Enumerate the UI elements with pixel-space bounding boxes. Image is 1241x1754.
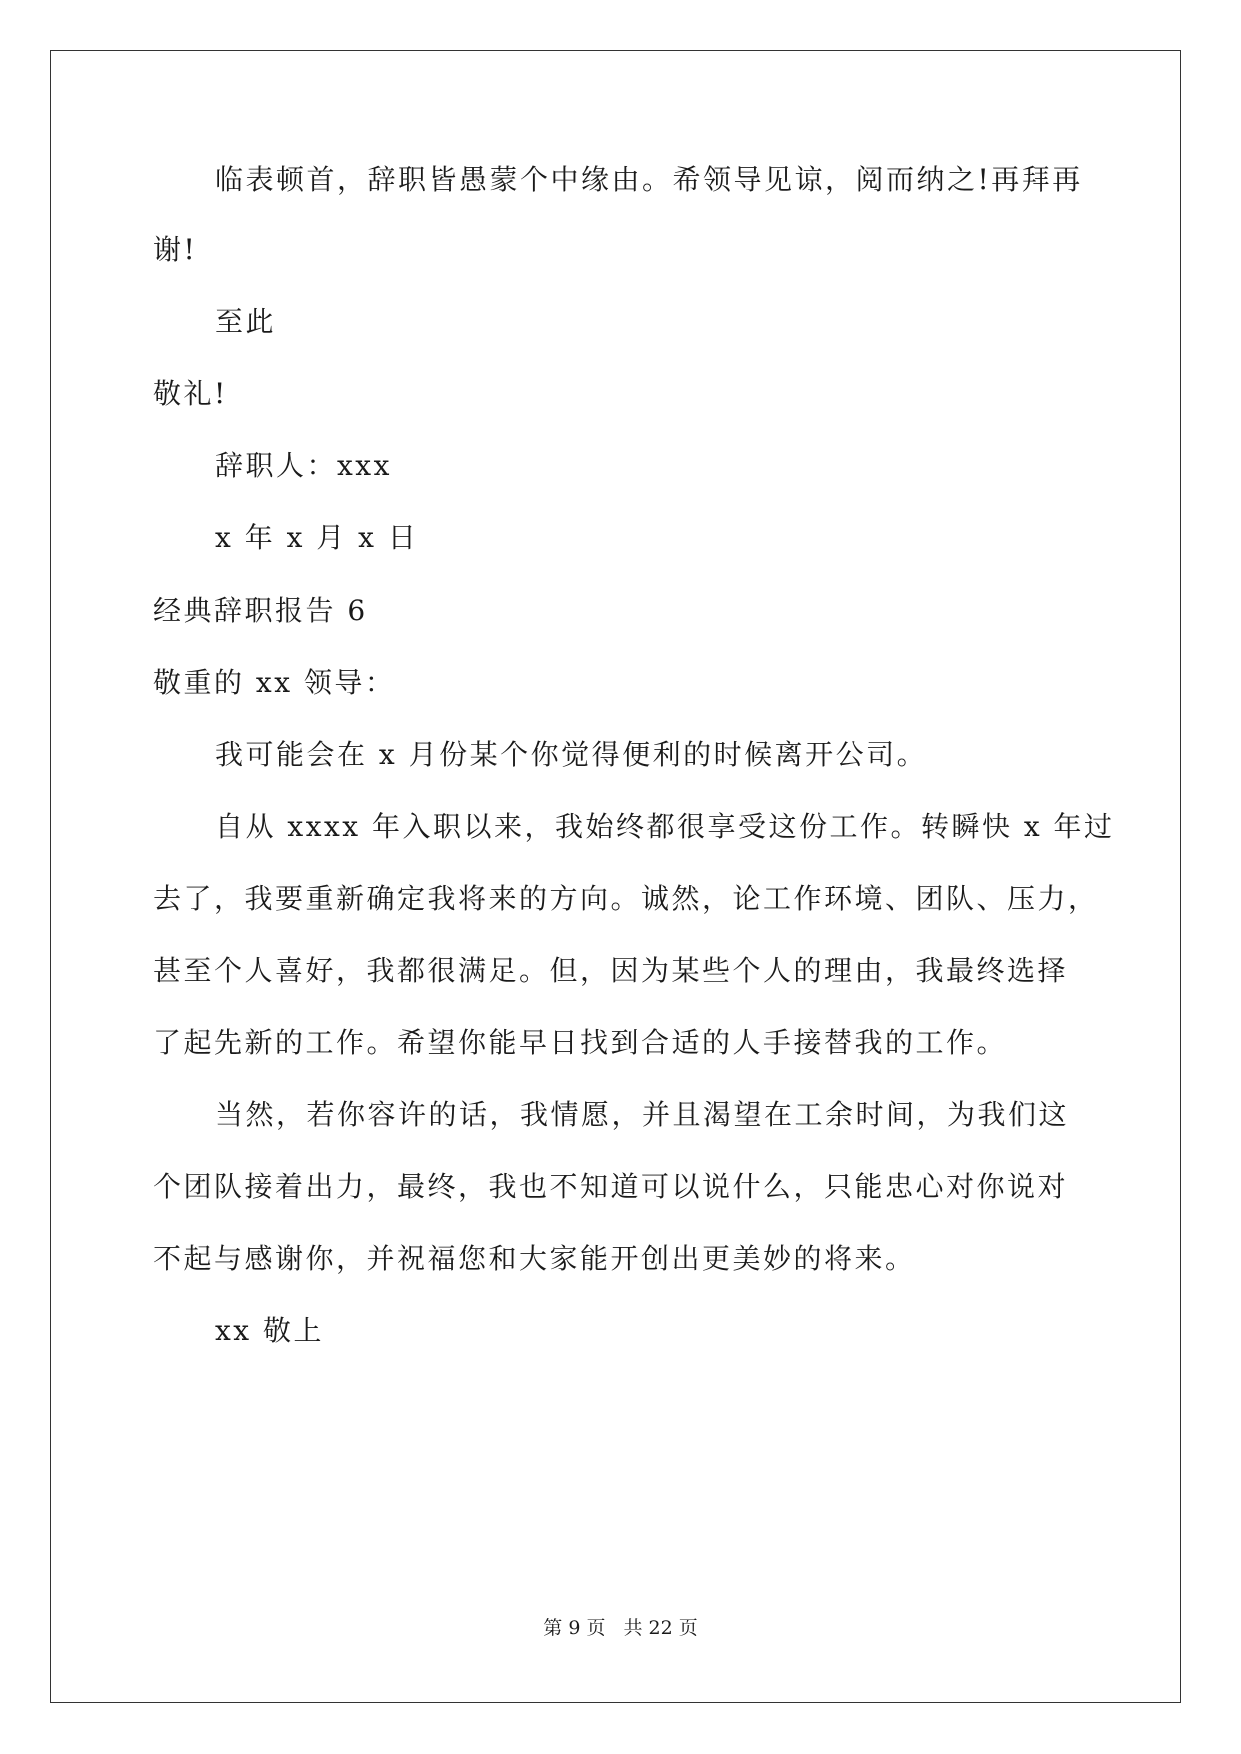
- signer-line: 辞职人：xxx: [215, 449, 392, 482]
- page-number: 第 9 页: [543, 1617, 606, 1639]
- date-line: x 年 x 月 x 日: [215, 521, 419, 554]
- page-total: 共 22 页: [623, 1617, 698, 1639]
- closing-salutation: 至此: [215, 305, 277, 338]
- page-footer: [0, 1613, 1241, 1640]
- paragraph-line: 去了，我要重新确定我将来的方向。诚然，论工作环境、团队、压力，: [153, 882, 1099, 915]
- closing-greeting: 敬礼!: [153, 377, 228, 410]
- paragraph-line: 临表顿首，辞职皆愚蒙个中缘由。希领导见谅，阅而纳之!再拜再: [215, 163, 1083, 196]
- section-title: 经典辞职报告 6: [153, 594, 368, 627]
- paragraph-line: 自从 xxxx 年入职以来，我始终都很享受这份工作。转瞬快 x 年过: [215, 810, 1115, 843]
- paragraph-line: 个团队接着出力，最终，我也不知道可以说什么，只能忠心对你说对: [153, 1170, 1069, 1203]
- signature-line: xx 敬上: [215, 1314, 324, 1347]
- paragraph-line: 当然，若你容许的话，我情愿，并且渴望在工余时间，为我们这: [215, 1098, 1070, 1131]
- paragraph-line: 了起先新的工作。希望你能早日找到合适的人手接替我的工作。: [153, 1026, 1008, 1059]
- paragraph-line: 我可能会在 x 月份某个你觉得便利的时候离开公司。: [215, 738, 928, 771]
- page-border: [50, 50, 1181, 1703]
- letter-salutation: 敬重的 xx 领导：: [153, 666, 396, 699]
- paragraph-line: 不起与感谢你，并祝福您和大家能开创出更美妙的将来。: [153, 1242, 916, 1275]
- paragraph-line: 甚至个人喜好，我都很满足。但，因为某些个人的理由，我最终选择: [153, 954, 1069, 987]
- paragraph-line: 谢!: [153, 233, 198, 266]
